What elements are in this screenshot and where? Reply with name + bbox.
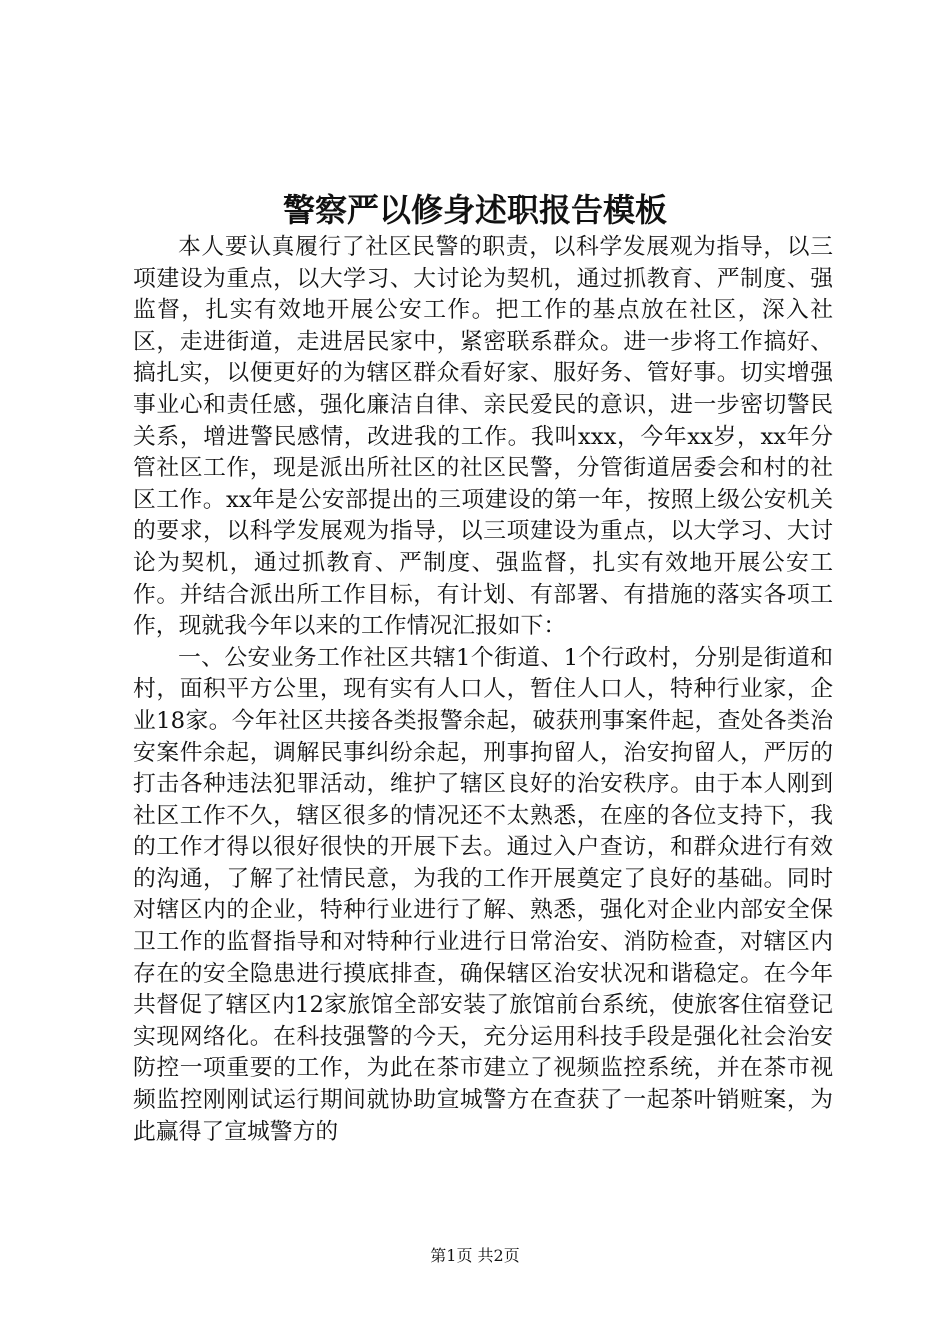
paragraph-intro: 本人要认真履行了社区民警的职责，以科学发展观为指导，以三项建设为重点，以大学习、大讨论为契机，通过抓教育、严制度、强监督，扎实有效地开展公安工作。把工作的基点放在社区，深入社区，走进街道，走进居民家中，紧密联系群众。进一步将工作搞好、搞扎实，以便更好的为辖区群众看好家、服好务、管好事。切实增强事业心和责任感，强化廉洁自律、亲民爱民的意识，进一步密切警民关系，增进警民感情，改进我的工作。我叫xxx，今年xx岁，xx年分管社区工作，现是派出所社区的社区民警，分管街道居委会和村的社区工作。xx年是公安部提出的三项建设的第一年，按照上级公安机关的要求，以科学发展观为指导，以三项建设为重点，以大学习、大讨论为契机，通过抓教育、严制度、强监督，扎实有效地开展公安工作。并结合派出所工作目标，有计划、有部署、有措施的落实各项工作，现就我今年以来的工作情况汇报如下： [133,234,833,640]
paragraph-section-one: 一、公安业务工作社区共辖1个街道、1个行政村，分别是街道和村，面积平方公里，现有实有人口人，暂住人口人，特种行业家，企业18家。今年社区共接各类报警余起，破获刑事案件起，查处各类治安案件余起，调解民事纠纷余起，刑事拘留人，治安拘留人，严厉的打击各种违法犯罪活动，维护了辖区良好的治安秩序。由于本人刚到社区工作不久，辖区很多的情况还不太熟悉，在座的各位支持下，我的工作才得以很好很快的开展下去。通过入户查访，和群众进行有效的沟通，了解了社情民意，为我的工作开展奠定了良好的基础。同时对辖区内的企业，特种行业进行了解、熟悉，强化对企业内部安全保卫工作的监督指导和对特种行业进行日常治安、消防检查，对辖区内存在的安全隐患进行摸底排查，确保辖区治安状况和谐稳定。在今年共督促了辖区内12家旅馆全部安装了旅馆前台系统，使旅客住宿登记实现网络化。在科技强警的今天，充分运用科技手段是强化社会治安防控一项重要的工作，为此在茶市建立了视频监控系统，并在茶市视频监控刚刚试运行期间就协助宣城警方在查获了一起茶叶销赃案，为此赢得了宣城警方的 [133,644,833,1145]
document-body [133,232,833,1148]
page-footer: 第1页 共2页 [430,1246,520,1265]
document-title: 警察严以修身述职报告模板 [282,191,667,229]
